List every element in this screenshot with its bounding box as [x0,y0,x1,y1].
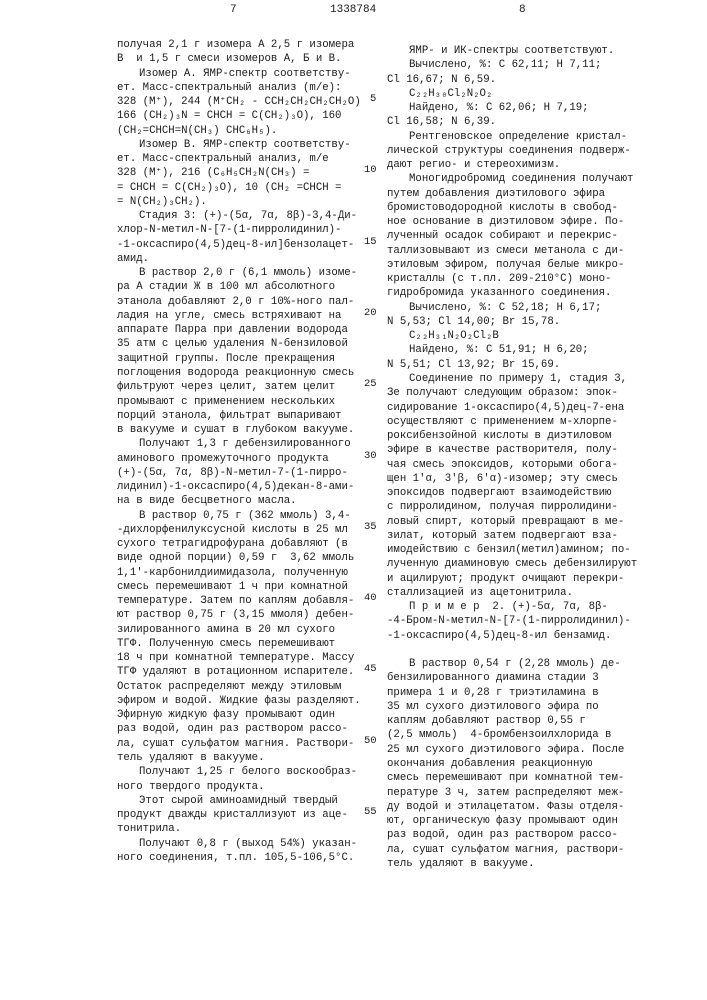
text-line: (CH₂=CHCH=N(CH₃) CHC₆H₅). [117,124,277,138]
text-line: ют раствор 0,75 г (3,15 ммоля) дебен- [117,608,354,622]
text-line: Найдено, %: С 51,91; Н 6,20; [409,343,589,357]
text-line: = CHCH = C(CH₂)₃O), 10 (CH₂ =CHCH = [117,181,341,195]
text-line: Вычислено, %: С 62,11; Н 7,11; [409,58,601,72]
text-line: тель удаляют в вакууме. [117,751,265,765]
text-line: 1,1'-карбонилдиимидазола, полученную [117,566,348,580]
text-line: бромистоводородной кислоты в свобод- [387,201,618,215]
text-line: аминового промежуточного продукта [117,452,329,466]
margin-line-number: 35 [364,521,377,533]
text-line: гидробромида указанного соединения. [387,286,611,300]
text-line: ладия на угле, смесь встряхивают на [117,309,341,323]
text-line: В раствор 0,75 г (362 ммоль) 3,4- [139,509,351,523]
text-line: 328 (M⁺), 244 (M⁺CH₂ - CCH₂CH₂CH₂CH₂O) [117,95,361,109]
margin-line-number: 10 [364,164,377,176]
text-line: Cl 16,67; N 6,59. [387,73,496,87]
text-line: сталлизацией из ацетонитрила. [387,586,573,600]
margin-line-number: 55 [364,806,377,818]
text-line: сидирование 1-оксаспиро(4,5)дец-7-ена [387,401,624,415]
text-line: 328 (M⁺), 216 (C₆H₅CH₂N(CH₃) = [117,166,309,180]
text-line: ЯМР- и ИК-спектры соответствуют. [409,44,614,58]
text-line: ТГФ. Полученную смесь перемешивают [117,637,335,651]
text-line: этиловым эфиром, получая белые микро- [387,258,624,272]
text-line: 35 атм с целью удаления N-бензиловой [117,337,348,351]
text-line: имодействию с бензил(метил)амином; по- [387,543,631,557]
text-line: аппарате Парра при давлении водорода [117,323,348,337]
margin-line-number: 20 [364,307,377,319]
text-line: поглощения водорода реакционную смесь [117,366,354,380]
text-line: ют, органическую фазу промывают один [387,814,618,828]
text-line: щен 1'α, 3'β, 6'α)-изомер; эту смесь [387,472,618,486]
text-line: дают регио- и стереохимизм. [387,158,560,172]
text-line: C₂₂H₃₁N₂O₂Cl₂B [409,329,499,343]
text-line: 35 мл сухого диэтилового эфира по [387,700,599,714]
text-line: сухого тетрагидрофурана добавляют (в [117,537,348,551]
text-line: хлор-N-метил-N-[7-(1-пирролидинил)- [117,223,341,237]
text-line: ного твердого продукта. [117,780,265,794]
text-line: ет. Масс-спектральный анализ (m/e): [117,81,341,95]
text-line: Вычислено, %: С 52,18; Н 6,17; [409,301,601,315]
text-line: 166 (CH₂)₃N = CHCH = C(CH₂)₃O), 160 [117,109,341,123]
text-line: смесь перемешивают 1 ч при комнатной [117,580,348,594]
text-line: Изомер В. ЯМР-спектр соответству- [139,138,351,152]
text-line: Получают 1,25 г белого воскообраз- [139,765,357,779]
text-line: -дихлорфенилуксусной кислоты в 25 мл [117,523,348,537]
text-line: В и 1,5 г смеси изомеров А, Б и В. [117,52,341,66]
text-line: лученный осадок собирают и перекрис- [387,229,618,243]
text-line: лученную диаминовую смесь дебензилируют [387,557,637,571]
text-line: Соединение по примеру 1, стадия 3, [409,372,627,386]
text-line: продукт дважды кристаллизуют из аце- [117,808,348,822]
text-line: ду водой и этилацетатом. Фазы отделя- [387,800,624,814]
text-line: окончания добавления реакционную [387,757,592,771]
margin-line-number: 25 [364,378,377,390]
text-line: N 5,53; Cl 14,00; Br 15,78. [387,315,560,329]
margin-line-number: 40 [364,592,377,604]
text-line: Найдено, %: С 62,06; Н 7,19; [409,101,589,115]
text-line: лидинил)-1-оксаспиро(4,5)декан-8-ами- [117,480,354,494]
text-line: Рентгеновское определение кристал- [409,130,627,144]
text-line: П р и м е р 2. (+)-5α, 7α, 8β- [409,600,608,614]
text-line: осуществляют с применением м-хлорпе- [387,415,618,429]
text-line: Моногидробромид соединения получают [409,172,633,186]
text-line: и ацилируют; продукт очищают перекри- [387,572,624,586]
text-line: лической структуры соединения подверж- [387,144,631,158]
text-line: эпоксидов подвергают взаимодействию [387,486,611,500]
text-line: -1-оксаспиро(4,5)дец-8-ил]бензолацет- [117,238,354,252]
text-line: ловый спирт, который превращают в ме- [387,515,624,529]
page-number-left: 7 [230,4,237,16]
text-line: 18 ч при комнатной температуре. Массу [117,651,354,665]
text-line: с пирролидином, получая пирролидини- [387,500,618,514]
text-line: получая 2,1 г изомера А 2,5 г изомера [117,38,354,52]
text-line: (+)-(5α, 7α, 8β)-N-метил-7-(1-пирро- [117,466,348,480]
text-line: Изомер А. ЯМР-спектр соответству- [139,67,351,81]
text-line: бензилированного диамина стадии 3 [387,671,599,685]
text-line: защитной группы. После прекращения [117,352,335,366]
text-line: ра А стадии Ж в 100 мл абсолютного [117,280,335,294]
text-line: этанола добавляют 2,0 г 10%-ного пал- [117,295,354,309]
text-line: = N(CH₂)₃CH₂). [117,195,207,209]
text-line: -1-оксаспиро(4,5)дец-8-ил бензамид. [387,629,611,643]
text-line: N 5,51; Cl 13,92; Br 15,69. [387,358,560,372]
text-line: фильтруют через целит, затем целит [117,380,335,394]
text-line: путем добавления диэтилового эфира [387,187,605,201]
text-line: 25 мл сухого диэтилового эфира. После [387,743,624,757]
margin-line-number: 30 [364,450,377,462]
text-line: таллизовывают из смеси метанола с ди- [387,244,624,258]
text-line: тель удаляют в вакууме. [387,857,535,871]
text-line: зилат, который затем подвергают вза- [387,529,618,543]
text-line: эфире в качестве растворителя, полу- [387,443,618,457]
text-line: Эфирную жидкую фазу промывают один [117,708,335,722]
text-line: на в виде бесцветного масла. [117,494,297,508]
text-line: В раствор 2,0 г (6,1 ммоль) изоме- [139,266,357,280]
text-line: примера 1 и 0,28 г триэтиламина в [387,686,599,700]
text-line: В раствор 0,54 г (2,28 ммоль) де- [409,657,621,671]
text-line: каплям добавляют раствор 0,55 г [387,714,586,728]
text-line: пературе 3 ч, затем распределяют меж- [387,786,624,800]
patent-number: 1338784 [330,4,376,16]
page-number-right: 8 [519,4,526,16]
margin-line-number: 5 [370,93,376,105]
margin-line-number: 15 [364,236,377,248]
text-line: C₂₂H₃₀Cl₂N₂O₂ [409,87,492,101]
text-line: Зе получают следующим образом: эпок- [387,386,618,400]
text-line: ла, сушат сульфатом магния, раствори- [387,843,624,857]
text-line: чая смесь эпоксидов, которыми обога- [387,458,618,472]
text-line: промывают с применением нескольких [117,395,335,409]
text-line: Cl 16,58; N 6,39. [387,115,496,129]
margin-line-number: 50 [364,735,377,747]
text-line: виде одной порции) 0,59 г 3,62 ммоль [117,551,354,565]
text-line: в вакууме и сушат в глубоком вакууме. [117,423,354,437]
text-line: ет. Масс-спектральный анализ, m/e [117,152,329,166]
text-line: порций этанола, фильтрат выпаривают [117,409,341,423]
text-line: Остаток распределяют между этиловым [117,680,341,694]
text-line: ного соединения, т.пл. 105,5-106,5°C. [117,851,354,865]
text-line: Получают 1,3 г дебензилированного [139,437,351,451]
text-line: смесь перемешивают при комнатной тем- [387,771,624,785]
text-line: Стадия 3: (+)-(5α, 7α, 8β)-3,4-Ди- [139,209,357,223]
text-line: зилированного амина в 20 мл сухого [117,623,335,637]
text-line: -4-Бром-N-метил-N-[7-(1-пирролидинил)- [387,614,631,628]
text-line: (2,5 ммоль) 4-бромбензоилхлорида в [387,728,611,742]
text-line: тонитрила. [117,822,181,836]
text-line: эфиром и водой. Жидкие фазы разделяют. [117,694,361,708]
text-line: ное основание в диэтиловом эфире. По- [387,215,624,229]
text-line: раз водой, один раз раствором рассо- [387,828,618,842]
text-line: ла, сушат сульфатом магния. Раствори- [117,737,354,751]
text-line: раз водой, один раз раствором рассо- [117,722,348,736]
text-line: ТГФ удаляют в ротационном испарителе. [117,665,354,679]
text-line: амид. [117,252,149,266]
margin-line-number: 45 [364,663,377,675]
text-line: Этот сырой аминоамидный твердый [139,794,338,808]
text-line: температуре. Затем по каплям добавля- [117,594,354,608]
text-line: Получают 0,8 г (выход 54%) указан- [139,837,357,851]
text-line: кристаллы (с т.пл. 209-210°С) моно- [387,272,611,286]
text-line: роксибензойной кислоты в диэтиловом [387,429,611,443]
